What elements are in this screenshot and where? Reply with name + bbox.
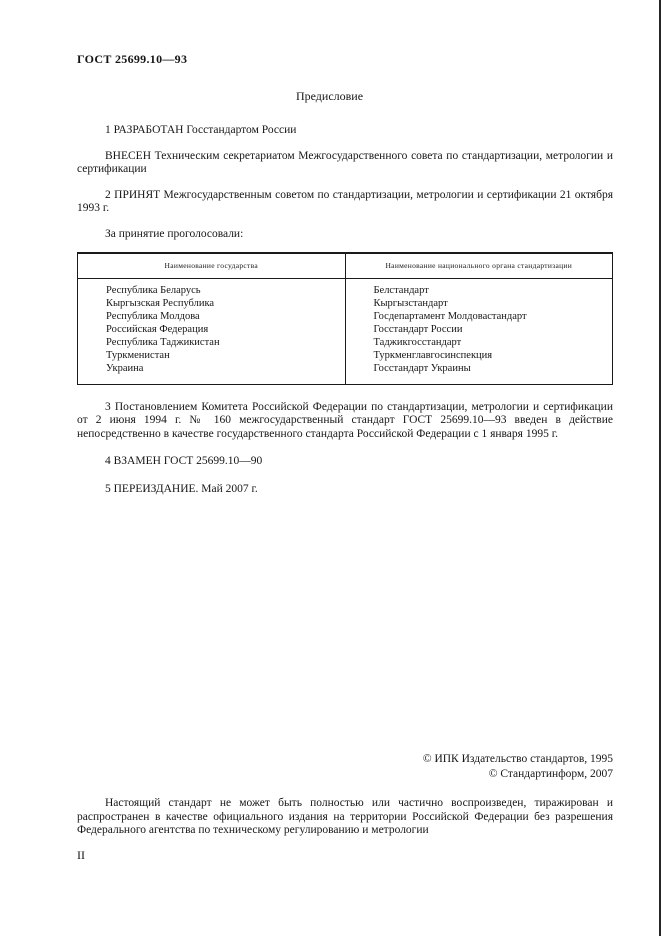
voting-table-body [78,278,613,384]
table-row [78,323,613,336]
voting-intro: За принятие проголосовали: [105,227,244,240]
org-cell: Туркменглавгосинспекция [345,349,613,362]
org-cell: Госдепартамент Молдовастандарт [345,310,613,323]
org-cell: Госстандарт Украины [345,362,613,385]
clause-2: 2 ПРИНЯТ Межгосударственным советом по стандартизации, метрологии и сертификации 21 октября 1993 г. [77,188,613,214]
state-cell: Республика Таджикистан [106,336,220,348]
table-header-row [78,253,613,278]
copyright-line-2: © Стандартинформ, 2007 [488,768,613,780]
org-cell: Кыргызстандарт [345,297,613,310]
voting-table [77,252,613,385]
state-cell: Республика Молдова [106,310,200,322]
page-title: Предисловие [295,89,364,103]
table-row [78,310,613,323]
clause-3: 3 Постановлением Комитета Российской Федерации по стандартизации, метрологии и сертификации от 2 июня 1994 г. № 160 межгосударственный стандарт ГОСТ 25699.10—93 введен в действие непосредственно в качестве государственного стандарта Российской Федерации с 1 января 1995 г. [77,400,613,440]
org-cell: Госстандарт России [345,323,613,336]
clause-5: 5 ПЕРЕИЗДАНИЕ. Май 2007 г. [105,482,258,495]
clause-1: 1 РАЗРАБОТАН Госстандартом России [105,124,297,136]
copyright-line-1: © ИПК Издательство стандартов, 1995 [422,753,613,765]
table-row [78,278,613,297]
doc-number: ГОСТ 25699.10—93 [77,52,188,66]
reproduction-notice: Настоящий стандарт не может быть полностью или частично воспроизведен, тиражирован и распространен в качестве официального издания на территории Российской Федерации без разрешения Федерального агентства по техническому регулированию и метрологии [77,797,613,836]
org-cell: Таджикгосстандарт [345,336,613,349]
page-number: II [77,848,85,862]
clause-4: 4 ВЗАМЕН ГОСТ 25699.10—90 [105,455,263,467]
table-row [78,349,613,362]
table-header-state: Наименование государства [78,253,346,278]
state-cell: Республика Беларусь [106,284,201,296]
table-header-org: Наименование национального органа стандартизации [345,253,613,278]
copyright-block [77,752,613,782]
org-cell: Белстандарт [345,278,613,297]
table-row [78,362,613,385]
state-cell: Украина [106,362,144,374]
document-body [77,112,613,496]
clause-vnesen: ВНЕСЕН Техническим секретариатом Межгосударственного совета по стандартизации, метрологии и сертификации [77,149,613,175]
state-cell: Российская Федерация [106,323,209,335]
state-cell: Туркменистан [106,349,170,361]
state-cell: Кыргызская Республика [106,297,215,309]
table-row [78,336,613,349]
table-row [78,297,613,310]
voting-table-head [78,253,613,278]
